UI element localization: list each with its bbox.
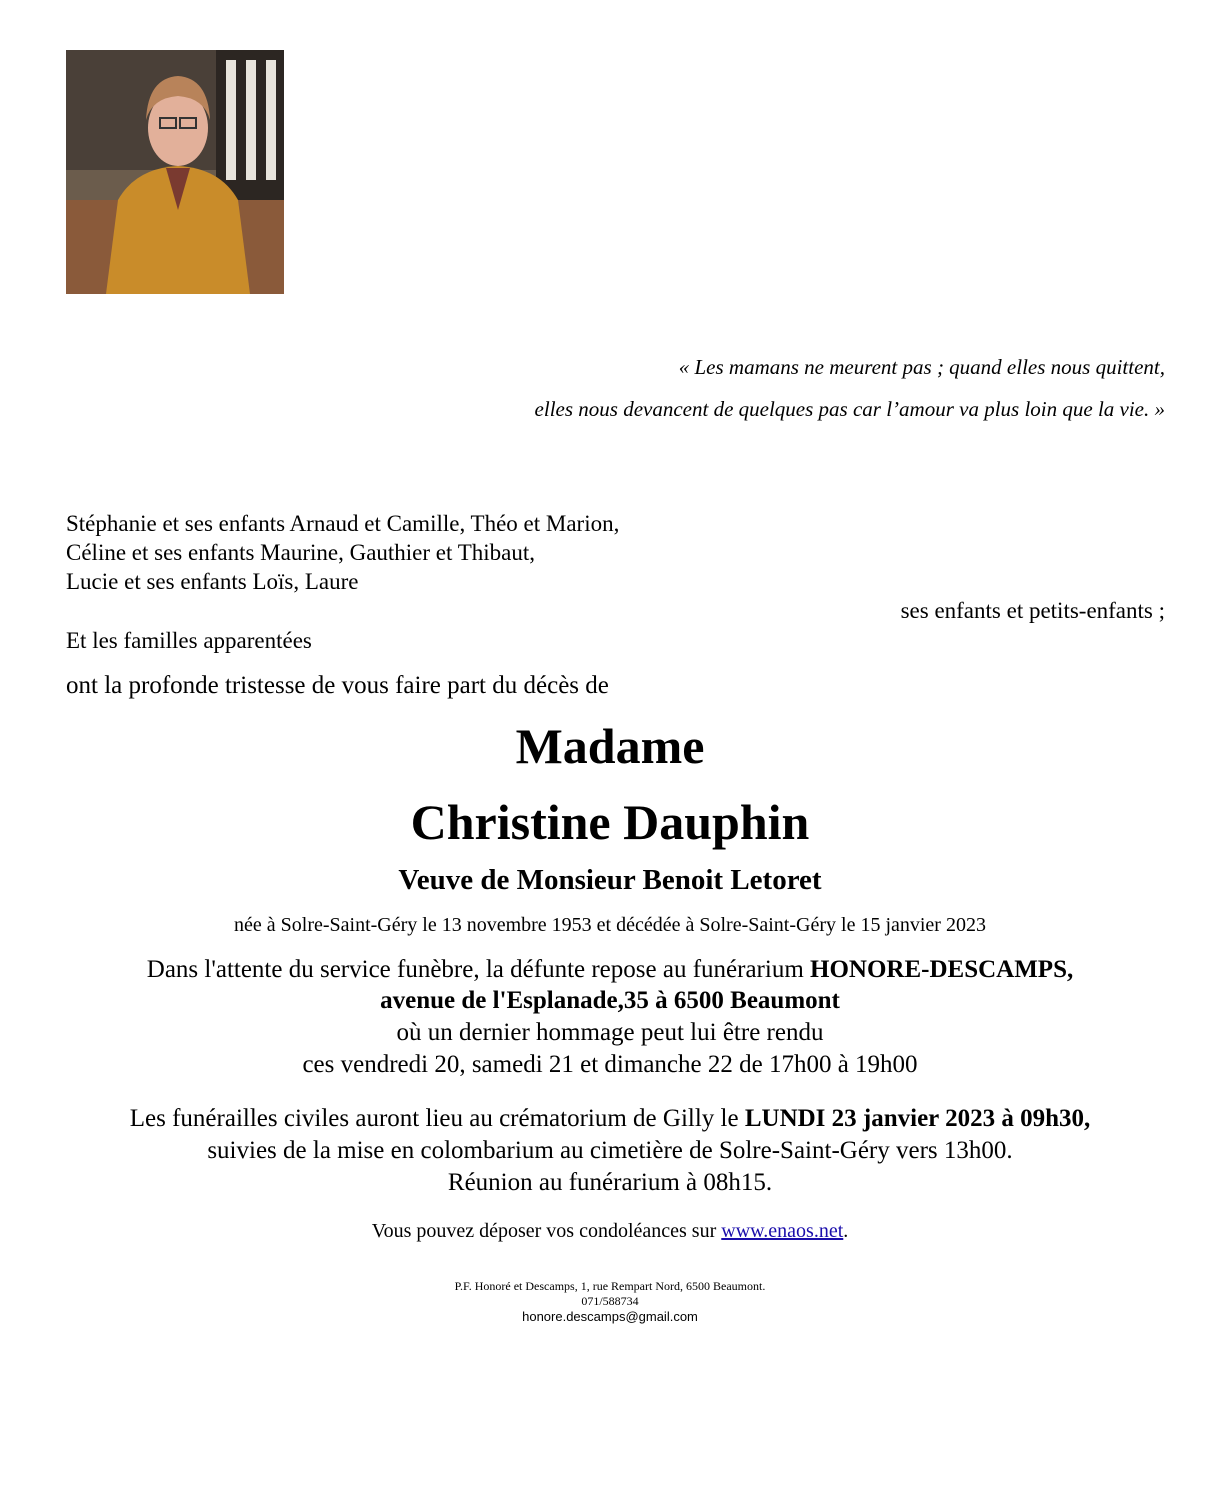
- deceased-title: Madame: [515, 718, 705, 774]
- quote-line-2: elles nous devancent de quelques pas car l’amour va plus loin que la vie. »: [534, 397, 1165, 421]
- deceased-widow: Veuve de Monsieur Benoit Letoret: [398, 864, 822, 896]
- funeral-line-1-text: Les funérailles civiles auront lieu au crématorium de Gilly le: [129, 1105, 745, 1132]
- footer-phone: 071/588734: [581, 1294, 639, 1308]
- announcement: ont la profonde tristesse de vous faire part du décès de: [66, 672, 609, 699]
- deceased-name: Christine Dauphin: [410, 794, 810, 850]
- funeral-line-1: [0, 1105, 1220, 1133]
- family-line-3: Lucie et ses enfants Loïs, Laure: [66, 569, 359, 594]
- family-line-2: Céline et ses enfants Maurine, Gauthier et Thibaut,: [66, 540, 536, 565]
- family-relation: ses enfants et petits-enfants ;: [900, 598, 1165, 623]
- funeral-date: LUNDI 23 janvier 2023 à 09h30,: [744, 1105, 1091, 1132]
- quote-line-1: « Les mamans ne meurent pas ; quand elles nous quittent,: [678, 355, 1165, 379]
- footer-email: honore.descamps@gmail.com: [522, 1309, 698, 1324]
- condolences-suffix: .: [843, 1220, 849, 1242]
- visitation-line-4: ces vendredi 20, samedi 21 et dimanche 22 de 17h00 à 19h00: [302, 1051, 918, 1078]
- condolences: [0, 1220, 1220, 1243]
- family-line-1: Stéphanie et ses enfants Arnaud et Camille, Théo et Marion,: [66, 511, 620, 536]
- portrait-photo: [66, 50, 284, 294]
- funeral-home-name: HONORE-DESCAMPS,: [810, 956, 1074, 983]
- footer-address: P.F. Honoré et Descamps, 1, rue Rempart Nord, 6500 Beaumont.: [454, 1279, 766, 1293]
- funeral-line-2: suivies de la mise en colombarium au cimetière de Solre-Saint-Géry vers 13h00.: [207, 1137, 1013, 1164]
- visitation-line-1-text: Dans l'attente du service funèbre, la défunte repose au funérarium: [146, 956, 811, 983]
- funeral-line-3: Réunion au funérarium à 08h15.: [447, 1169, 773, 1196]
- condolences-link[interactable]: www.enaos.net: [721, 1220, 844, 1242]
- funeral-home-address: avenue de l'Esplanade,35 à 6500 Beaumont: [380, 987, 840, 1014]
- condolences-text: Vous pouvez déposer vos condoléances sur: [371, 1220, 722, 1242]
- visitation-line-1: [0, 956, 1220, 984]
- family-related: Et les familles apparentées: [66, 628, 312, 653]
- deceased-dates: née à Solre-Saint-Géry le 13 novembre 1953 et décédée à Solre-Saint-Géry le 15 janvier 2023: [234, 914, 986, 936]
- visitation-line-3: où un dernier hommage peut lui être rendu: [396, 1019, 824, 1046]
- visitation-line-2: [0, 987, 1220, 1015]
